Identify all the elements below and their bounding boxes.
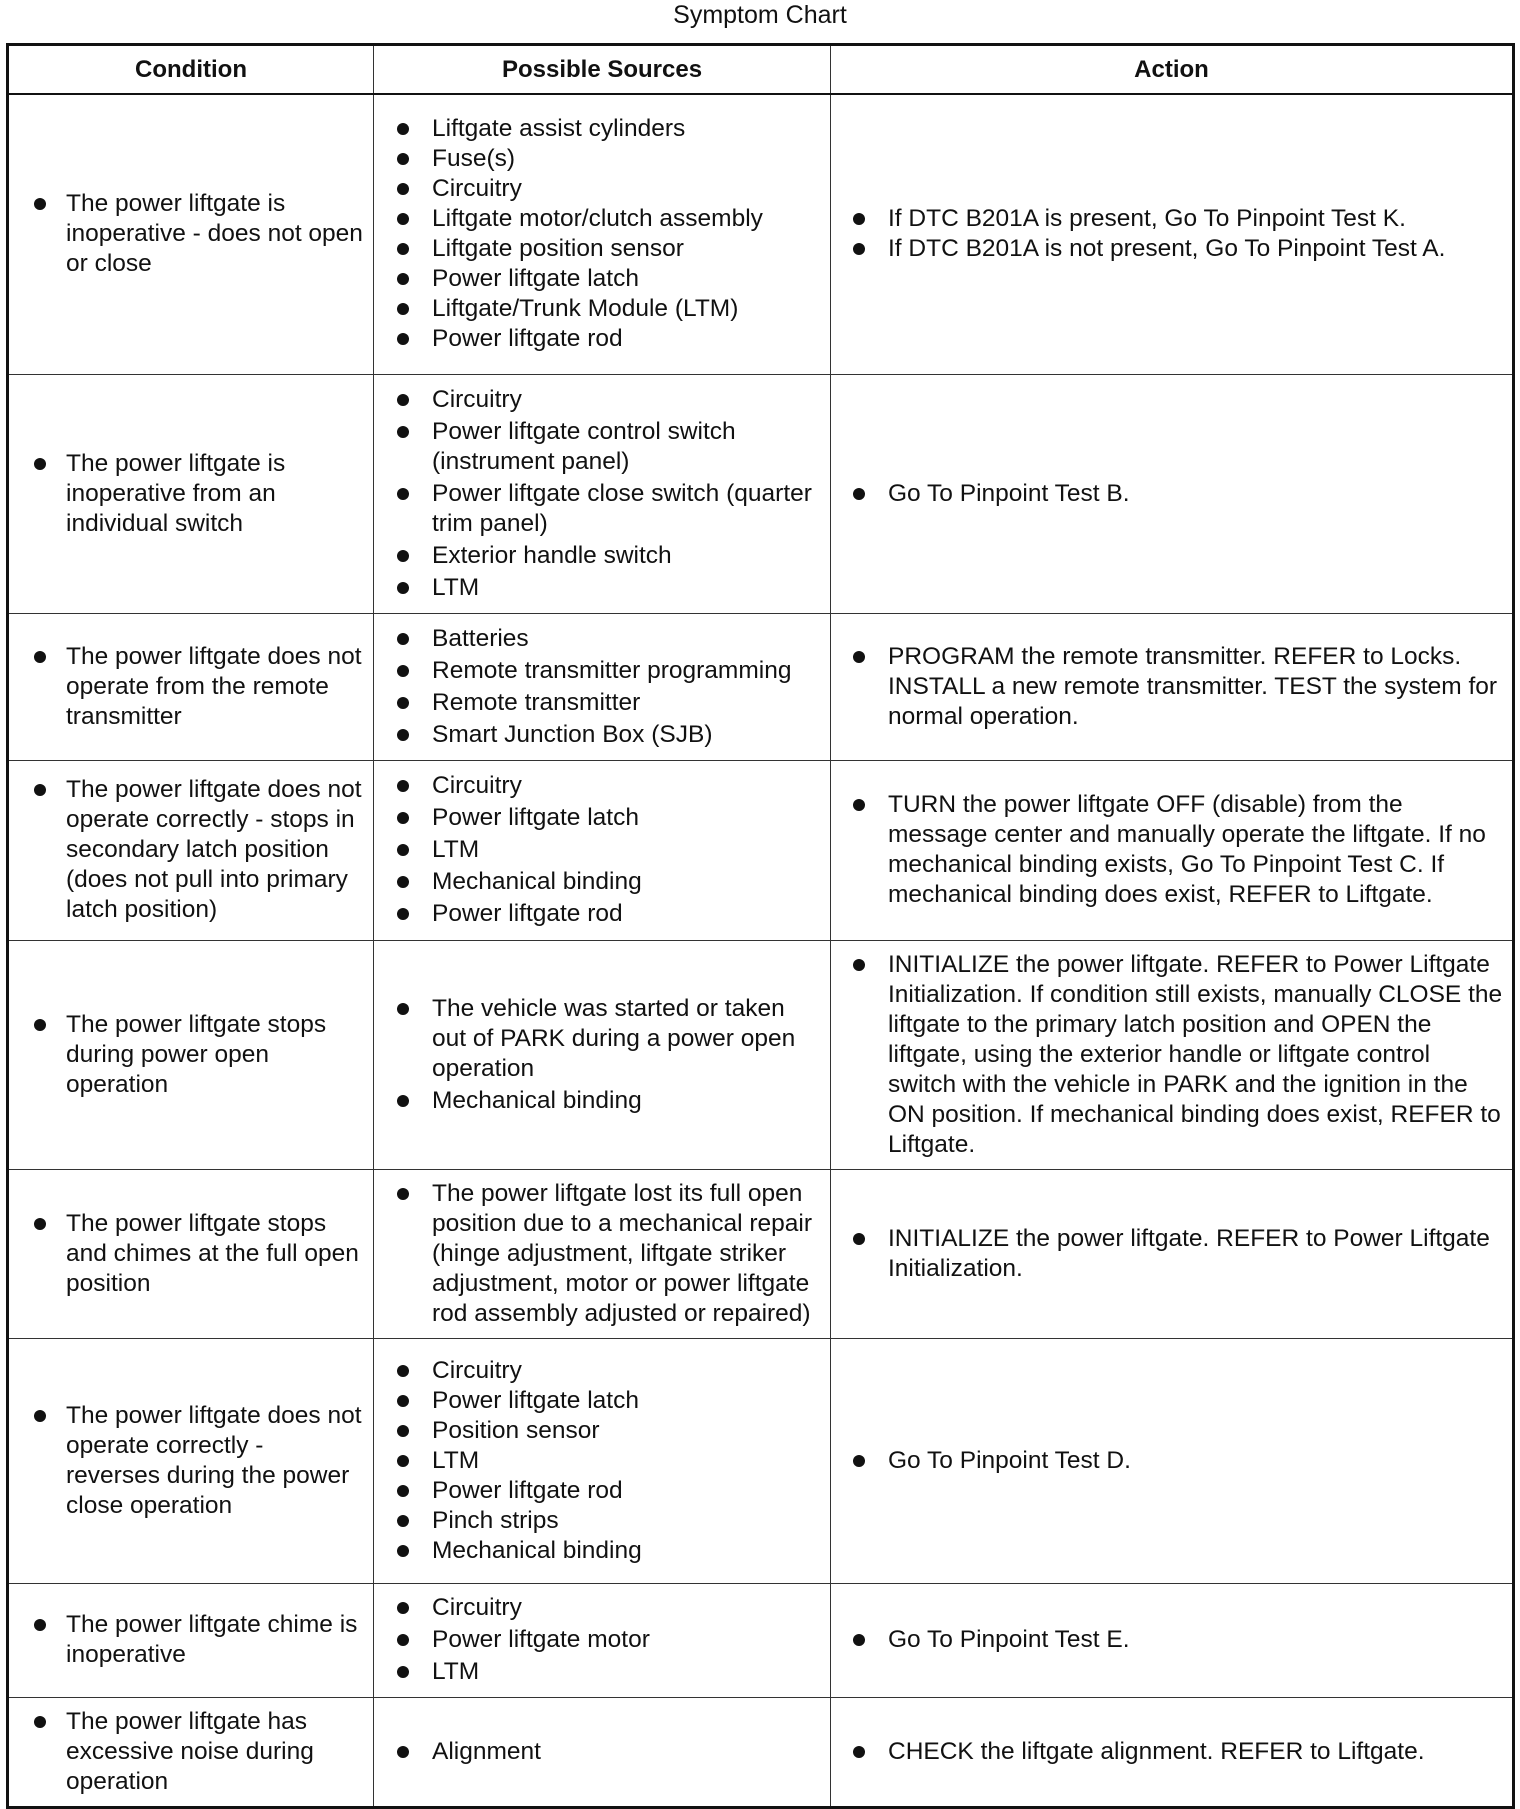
source-item-text: Power liftgate latch bbox=[432, 1386, 639, 1414]
source-item-text: Power liftgate control switch (instrument panel) bbox=[432, 417, 736, 475]
bullet-icon bbox=[34, 651, 46, 663]
condition-item bbox=[66, 1209, 363, 1299]
source-item-text: LTM bbox=[432, 573, 480, 601]
bullet-icon bbox=[397, 394, 409, 406]
condition-item-text: The power liftgate does not operate correctly - stops in secondary latch position (does not pull into primary latch position) bbox=[66, 776, 362, 923]
bullet-list bbox=[9, 1401, 373, 1521]
bullet-list bbox=[9, 449, 373, 539]
action-cell bbox=[831, 94, 1514, 374]
source-item bbox=[432, 573, 822, 603]
bullet-icon bbox=[397, 582, 409, 594]
source-item-text: Position sensor bbox=[432, 1416, 600, 1444]
source-item bbox=[432, 899, 822, 929]
source-item-text: Circuitry bbox=[432, 175, 522, 203]
sources-cell bbox=[374, 1169, 831, 1338]
bullet-icon bbox=[397, 1515, 409, 1527]
table-row bbox=[8, 374, 1514, 613]
condition-item bbox=[66, 1707, 363, 1797]
source-item bbox=[432, 1536, 822, 1566]
source-item-text: Mechanical binding bbox=[432, 868, 642, 895]
source-item bbox=[432, 1625, 822, 1655]
sources-cell bbox=[374, 760, 831, 940]
source-item bbox=[432, 1356, 822, 1386]
bullet-icon bbox=[853, 799, 865, 811]
source-item bbox=[432, 1416, 822, 1446]
bullet-list bbox=[831, 1224, 1512, 1284]
action-item-text: PROGRAM the remote transmitter. REFER to Locks. INSTALL a new remote transmitter. TEST the system for normal operation. bbox=[888, 642, 1498, 730]
action-item bbox=[888, 642, 1504, 732]
action-item bbox=[888, 479, 1504, 509]
condition-cell bbox=[8, 613, 374, 760]
action-item bbox=[888, 1446, 1504, 1476]
action-item-text: CHECK the liftgate alignment. REFER to Liftgate. bbox=[888, 1737, 1425, 1765]
condition-item-text: The power liftgate does not operate correctly - reverses during the power close operation bbox=[66, 1401, 362, 1519]
source-item bbox=[432, 835, 822, 865]
source-item-text: Mechanical binding bbox=[432, 1086, 642, 1114]
bullet-list bbox=[831, 204, 1512, 264]
bullet-list bbox=[831, 1625, 1512, 1655]
action-cell bbox=[831, 613, 1514, 760]
bullet-icon bbox=[853, 488, 865, 500]
bullet-list bbox=[831, 1737, 1512, 1767]
bullet-icon bbox=[34, 458, 46, 470]
condition-item-text: The power liftgate stops and chimes at the full open position bbox=[66, 1209, 359, 1297]
bullet-icon bbox=[397, 1666, 409, 1678]
source-item bbox=[432, 803, 822, 833]
sources-cell bbox=[374, 613, 831, 760]
bullet-list bbox=[9, 1610, 373, 1670]
source-item bbox=[432, 1476, 822, 1506]
source-item bbox=[432, 294, 822, 324]
source-item-text: Fuse(s) bbox=[432, 145, 516, 173]
bullet-icon bbox=[853, 1233, 865, 1245]
bullet-icon bbox=[397, 729, 409, 741]
bullet-icon bbox=[397, 1602, 409, 1614]
table-row bbox=[8, 1583, 1514, 1697]
action-item bbox=[888, 790, 1504, 910]
source-item-text: The vehicle was started or taken out of PARK during a power open operation bbox=[432, 994, 796, 1082]
table-row bbox=[8, 613, 1514, 760]
bullet-list bbox=[374, 385, 830, 603]
source-item-text: Alignment bbox=[432, 1737, 541, 1765]
condition-item-text: The power liftgate does not operate from the remote transmitter bbox=[66, 642, 362, 730]
source-item-text: Power liftgate latch bbox=[432, 265, 639, 293]
source-item bbox=[432, 1386, 822, 1416]
action-item-text: Go To Pinpoint Test E. bbox=[888, 1626, 1130, 1653]
source-item-text: Circuitry bbox=[432, 772, 522, 799]
bullet-list bbox=[9, 775, 373, 925]
bullet-icon bbox=[397, 1095, 409, 1107]
action-item bbox=[888, 234, 1504, 264]
source-item-text: Liftgate assist cylinders bbox=[432, 115, 686, 143]
source-item bbox=[432, 1446, 822, 1476]
action-item bbox=[888, 1625, 1504, 1655]
condition-item bbox=[66, 1401, 363, 1521]
condition-item bbox=[66, 449, 363, 539]
bullet-list bbox=[374, 624, 830, 750]
source-item-text: Circuitry bbox=[432, 385, 522, 413]
bullet-list bbox=[831, 479, 1512, 509]
bullet-icon bbox=[853, 1634, 865, 1646]
source-item bbox=[432, 771, 822, 801]
condition-cell bbox=[8, 1338, 374, 1583]
bullet-icon bbox=[397, 876, 409, 888]
sources-cell bbox=[374, 1697, 831, 1807]
source-item-text: Smart Junction Box (SJB) bbox=[432, 720, 713, 748]
page-title: Symptom Chart bbox=[673, 1, 847, 29]
source-item bbox=[432, 1737, 822, 1767]
symptom-chart-table bbox=[6, 43, 1515, 1809]
bullet-icon bbox=[34, 1410, 46, 1422]
condition-item bbox=[66, 1610, 363, 1670]
bullet-list bbox=[374, 1737, 830, 1767]
bullet-icon bbox=[34, 1218, 46, 1230]
condition-item bbox=[66, 189, 363, 279]
chart-body bbox=[8, 94, 1514, 1807]
bullet-list bbox=[9, 1010, 373, 1100]
table-row bbox=[8, 1338, 1514, 1583]
source-item bbox=[432, 1593, 822, 1623]
bullet-icon bbox=[34, 1716, 46, 1728]
action-item-text: Go To Pinpoint Test D. bbox=[888, 1446, 1131, 1474]
sources-cell bbox=[374, 374, 831, 613]
bullet-list bbox=[374, 1593, 830, 1687]
action-item-text: If DTC B201A is present, Go To Pinpoint Test K. bbox=[888, 205, 1406, 233]
header-condition: Condition bbox=[8, 45, 374, 95]
source-item bbox=[432, 720, 822, 750]
bullet-icon bbox=[397, 1395, 409, 1407]
condition-cell bbox=[8, 1583, 374, 1697]
source-item-text: Power liftgate motor bbox=[432, 1626, 650, 1653]
condition-item-text: The power liftgate is inoperative from an individual switch bbox=[66, 449, 286, 537]
source-item bbox=[432, 479, 822, 539]
source-item bbox=[432, 417, 822, 477]
source-item-text: Batteries bbox=[432, 624, 529, 652]
bullet-icon bbox=[397, 1455, 409, 1467]
source-item bbox=[432, 1506, 822, 1536]
bullet-icon bbox=[853, 243, 865, 255]
bullet-icon bbox=[397, 1485, 409, 1497]
source-item-text: Mechanical binding bbox=[432, 1536, 642, 1564]
source-item bbox=[432, 1657, 822, 1687]
bullet-icon bbox=[397, 273, 409, 285]
bullet-list bbox=[9, 1707, 373, 1797]
bullet-list bbox=[831, 642, 1512, 732]
source-item-text: LTM bbox=[432, 1446, 480, 1474]
bullet-icon bbox=[34, 784, 46, 796]
source-item-text: Power liftgate rod bbox=[432, 1476, 623, 1504]
bullet-list bbox=[9, 1209, 373, 1299]
table-row bbox=[8, 1697, 1514, 1807]
source-item-text: Liftgate position sensor bbox=[432, 235, 684, 263]
bullet-icon bbox=[397, 123, 409, 135]
bullet-icon bbox=[397, 1545, 409, 1557]
bullet-icon bbox=[397, 303, 409, 315]
source-item bbox=[432, 1179, 822, 1329]
action-item bbox=[888, 950, 1504, 1160]
source-item-text: Pinch strips bbox=[432, 1506, 559, 1534]
source-item bbox=[432, 324, 822, 354]
action-item-text: If DTC B201A is not present, Go To Pinpoint Test A. bbox=[888, 235, 1446, 263]
condition-item bbox=[66, 775, 363, 925]
bullet-icon bbox=[397, 213, 409, 225]
source-item-text: Circuitry bbox=[432, 1356, 522, 1384]
source-item bbox=[432, 114, 822, 144]
bullet-icon bbox=[34, 198, 46, 210]
bullet-icon bbox=[397, 812, 409, 824]
bullet-icon bbox=[397, 1003, 409, 1015]
source-item bbox=[432, 234, 822, 264]
sources-cell bbox=[374, 1338, 831, 1583]
source-item-text: Liftgate/Trunk Module (LTM) bbox=[432, 295, 739, 323]
bullet-icon bbox=[397, 908, 409, 920]
condition-item-text: The power liftgate has excessive noise during operation bbox=[66, 1707, 314, 1795]
bullet-list bbox=[374, 1356, 830, 1566]
source-item-text: Remote transmitter programming bbox=[432, 656, 792, 684]
bullet-icon bbox=[853, 1455, 865, 1467]
source-item-text: LTM bbox=[432, 836, 480, 863]
source-item bbox=[432, 174, 822, 204]
bullet-icon bbox=[397, 426, 409, 438]
bullet-icon bbox=[853, 213, 865, 225]
bullet-icon bbox=[853, 1746, 865, 1758]
bullet-list bbox=[831, 1446, 1512, 1476]
action-cell bbox=[831, 1169, 1514, 1338]
condition-cell bbox=[8, 1697, 374, 1807]
condition-cell bbox=[8, 94, 374, 374]
bullet-icon bbox=[397, 697, 409, 709]
action-item bbox=[888, 1224, 1504, 1284]
bullet-icon bbox=[397, 488, 409, 500]
sources-cell bbox=[374, 940, 831, 1169]
source-item bbox=[432, 144, 822, 174]
bullet-icon bbox=[34, 1019, 46, 1031]
condition-cell bbox=[8, 940, 374, 1169]
source-item bbox=[432, 867, 822, 897]
bullet-icon bbox=[397, 333, 409, 345]
source-item bbox=[432, 541, 822, 571]
source-item bbox=[432, 994, 822, 1084]
action-cell bbox=[831, 940, 1514, 1169]
source-item-text: Power liftgate close switch (quarter trim panel) bbox=[432, 479, 812, 537]
bullet-list bbox=[374, 771, 830, 929]
action-item-text: INITIALIZE the power liftgate. REFER to Power Liftgate Initialization. If condition still exists, manually CLOSE the liftgate to the primary latch position and OPEN the liftgate, using the exterior handle or liftgate control switch with the vehicle in PARK and the ignition in the ON position. If mechanical binding does exist, REFER to Liftgate. bbox=[888, 950, 1503, 1158]
source-item-text: Circuitry bbox=[432, 1594, 522, 1621]
source-item bbox=[432, 1086, 822, 1116]
action-cell bbox=[831, 1697, 1514, 1807]
header-action: Action bbox=[831, 45, 1514, 95]
bullet-list bbox=[374, 994, 830, 1116]
action-item bbox=[888, 204, 1504, 234]
source-item bbox=[432, 264, 822, 294]
source-item-text: Power liftgate rod bbox=[432, 325, 623, 353]
source-item bbox=[432, 204, 822, 234]
condition-cell bbox=[8, 760, 374, 940]
source-item-text: The power liftgate lost its full open position due to a mechanical repair (hinge adjustment, liftgate striker adjustment, motor or power liftgate rod assembly adjusted or repaired) bbox=[432, 1179, 812, 1327]
source-item-text: LTM bbox=[432, 1658, 480, 1685]
bullet-icon bbox=[397, 1425, 409, 1437]
bullet-icon bbox=[397, 243, 409, 255]
source-item-text: Power liftgate rod bbox=[432, 900, 623, 927]
bullet-icon bbox=[397, 183, 409, 195]
action-item-text: Go To Pinpoint Test B. bbox=[888, 479, 1130, 507]
bullet-icon bbox=[397, 1365, 409, 1377]
header-row bbox=[8, 45, 1514, 95]
header-possible-sources: Possible Sources bbox=[374, 45, 831, 95]
action-cell bbox=[831, 760, 1514, 940]
bullet-icon bbox=[397, 633, 409, 645]
source-item bbox=[432, 624, 822, 654]
table-row bbox=[8, 760, 1514, 940]
action-item-text: INITIALIZE the power liftgate. REFER to Power Liftgate Initialization. bbox=[888, 1224, 1490, 1282]
table-row bbox=[8, 940, 1514, 1169]
condition-item-text: The power liftgate chime is inoperative bbox=[66, 1611, 358, 1668]
action-item-text: TURN the power liftgate OFF (disable) from the message center and manually operate the liftgate. If no mechanical binding exists, Go To Pinpoint Test C. If mechanical binding does exist, REFER to Liftgate. bbox=[888, 791, 1486, 908]
bullet-icon bbox=[397, 780, 409, 792]
source-item bbox=[432, 656, 822, 686]
source-item-text: Liftgate motor/clutch assembly bbox=[432, 205, 763, 233]
action-cell bbox=[831, 1583, 1514, 1697]
sources-cell bbox=[374, 94, 831, 374]
bullet-list bbox=[831, 950, 1512, 1160]
condition-item bbox=[66, 1010, 363, 1100]
condition-cell bbox=[8, 1169, 374, 1338]
bullet-icon bbox=[34, 1619, 46, 1631]
bullet-icon bbox=[397, 550, 409, 562]
action-item bbox=[888, 1737, 1504, 1767]
bullet-list bbox=[9, 189, 373, 279]
source-item-text: Remote transmitter bbox=[432, 688, 641, 716]
sources-cell bbox=[374, 1583, 831, 1697]
bullet-list bbox=[374, 114, 830, 354]
source-item-text: Exterior handle switch bbox=[432, 541, 672, 569]
condition-item-text: The power liftgate stops during power open operation bbox=[66, 1010, 327, 1098]
condition-item bbox=[66, 642, 363, 732]
bullet-list bbox=[9, 642, 373, 732]
bullet-icon bbox=[397, 844, 409, 856]
condition-cell bbox=[8, 374, 374, 613]
table-row bbox=[8, 1169, 1514, 1338]
source-item-text: Power liftgate latch bbox=[432, 804, 639, 831]
source-item bbox=[432, 385, 822, 415]
bullet-icon bbox=[397, 153, 409, 165]
condition-item-text: The power liftgate is inoperative - does not open or close bbox=[66, 190, 363, 278]
bullet-list bbox=[831, 790, 1512, 910]
action-cell bbox=[831, 1338, 1514, 1583]
bullet-icon bbox=[397, 1188, 409, 1200]
bullet-icon bbox=[853, 651, 865, 663]
bullet-icon bbox=[397, 665, 409, 677]
bullet-list bbox=[374, 1179, 830, 1329]
bullet-icon bbox=[853, 959, 865, 971]
source-item bbox=[432, 688, 822, 718]
bullet-icon bbox=[397, 1634, 409, 1646]
bullet-icon bbox=[397, 1746, 409, 1758]
table-row bbox=[8, 94, 1514, 374]
action-cell bbox=[831, 374, 1514, 613]
